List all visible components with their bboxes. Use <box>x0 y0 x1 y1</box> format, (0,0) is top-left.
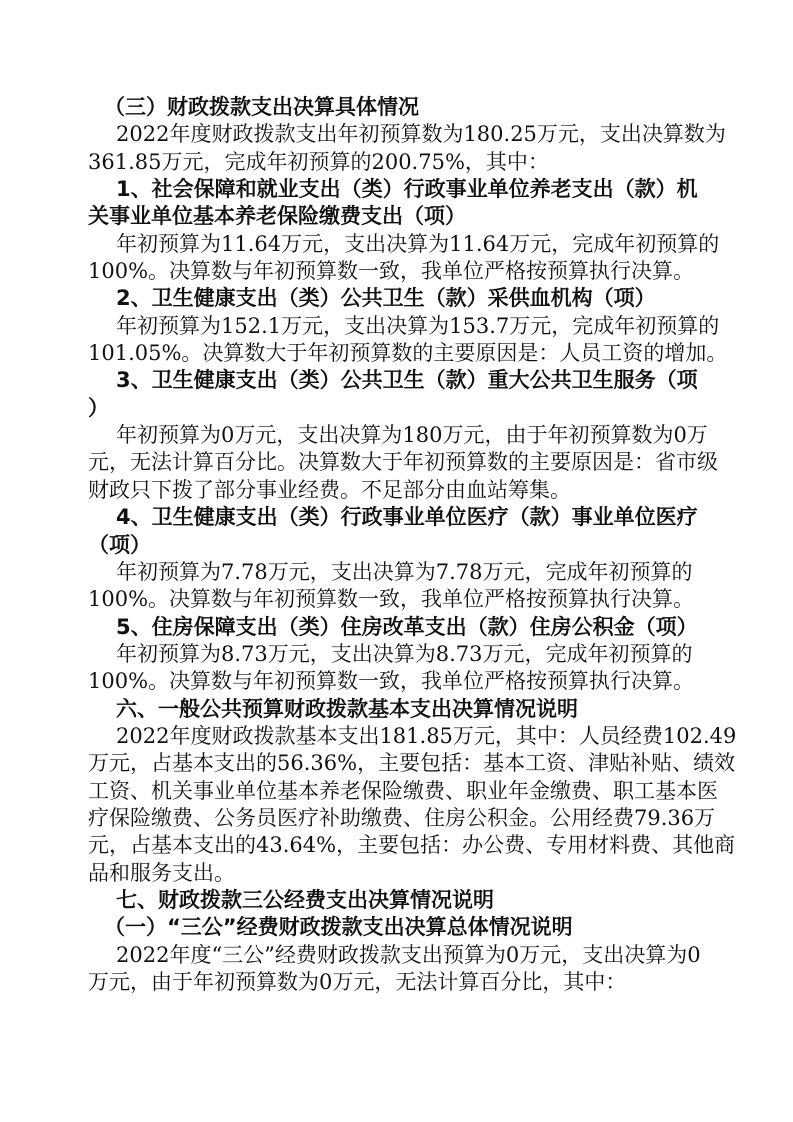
text-line: 101.05%。决算数大于年初预算数的主要原因是：人员工资的增加。 <box>88 341 728 366</box>
paragraph <box>88 231 718 286</box>
paragraph <box>88 942 718 997</box>
section-heading <box>88 887 718 914</box>
section-heading <box>88 914 718 941</box>
text-line: 关事业单位基本养老保险缴费支出（项） <box>88 204 466 229</box>
text-line: 100%。决算数与年初预算数一致，我单位严格按预算执行决算。 <box>88 669 695 694</box>
text-line: 3、卫生健康支出（类）公共卫生（款）重大公共卫生服务（项 <box>116 368 698 393</box>
paragraph <box>88 559 718 614</box>
text-line: 工资、机关事业单位基本养老保险缴费、职业年金缴费、职工基本医 <box>88 778 718 803</box>
text-line: 年初预算为0万元，支出决算为180万元，由于年初预算数为0万 <box>116 423 708 448</box>
text-line: 100%。决算数与年初预算数一致，我单位严格按预算执行决算。 <box>88 259 695 284</box>
section-heading <box>88 176 718 231</box>
paragraph <box>88 723 737 887</box>
paragraph <box>88 121 726 176</box>
text-line: （项） <box>88 532 151 557</box>
section-heading <box>88 285 718 312</box>
text-line: 1、社会保障和就业支出（类）行政事业单位养老支出（款）机 <box>116 177 698 202</box>
text-line: 2022年度财政拨款支出年初预算数为180.25万元，支出决算数为 <box>116 122 726 147</box>
text-line: 2022年度“三公”经费财政拨款支出预算为0万元，支出决算为0 <box>116 942 701 967</box>
text-line: （一）“三公”经费财政拨款支出决算总体情况说明 <box>104 915 573 940</box>
section-heading <box>88 696 718 723</box>
text-line: 品和服务支出。 <box>88 860 235 885</box>
paragraph <box>88 641 718 696</box>
section-heading <box>88 367 718 422</box>
section-heading <box>88 504 718 559</box>
text-line: ） <box>88 395 109 420</box>
text-line: 年初预算为152.1万元，支出决算为153.7万元，完成年初预算的 <box>116 313 720 338</box>
text-line: 万元，占基本支出的56.36%，主要包括：基本工资、津贴补贴、绩效 <box>88 751 736 776</box>
text-line: 万元，由于年初预算数为0万元，无法计算百分比，其中： <box>88 970 627 994</box>
section-heading <box>88 614 718 641</box>
document-page <box>88 94 737 996</box>
text-line: 年初预算为7.78万元，支出决算为7.78万元，完成年初预算的 <box>116 559 693 584</box>
text-line: 2、卫生健康支出（类）公共卫生（款）采供血机构（项） <box>116 286 656 311</box>
text-line: 元，占基本支出的43.64%，主要包括：办公费、专用材料费、其他商 <box>88 833 736 858</box>
text-line: 财政只下拨了部分事业经费。不足部分由血站筹集。 <box>88 477 571 502</box>
text-line: 疗保险缴费、公务员医疗补助缴费、住房公积金。公用经费79.36万 <box>88 805 716 830</box>
text-line: 七、财政拨款三公经费支出决算情况说明 <box>116 887 494 912</box>
text-line: 2022年度财政拨款基本支出181.85万元，其中：人员经费102.49 <box>116 723 737 748</box>
text-line: 六、一般公共预算财政拨款基本支出决算情况说明 <box>116 696 578 721</box>
paragraph <box>88 313 728 368</box>
text-line: 元，无法计算百分比。决算数大于年初预算数的主要原因是：省市级 <box>88 450 718 475</box>
paragraph <box>88 422 718 504</box>
text-line: 年初预算为8.73万元，支出决算为8.73万元，完成年初预算的 <box>116 641 693 666</box>
text-line: 361.85万元，完成年初预算的200.75%，其中： <box>88 149 549 174</box>
text-line: 5、住房保障支出（类）住房改革支出（款）住房公积金（项） <box>116 614 698 639</box>
text-line: 4、卫生健康支出（类）行政事业单位医疗（款）事业单位医疗 <box>116 505 698 530</box>
text-line: （三）财政拨款支出决算具体情况 <box>104 95 419 119</box>
text-line: 年初预算为11.64万元，支出决算为11.64万元，完成年初预算的 <box>116 231 720 256</box>
text-line: 100%。决算数与年初预算数一致，我单位严格按预算执行决算。 <box>88 587 695 612</box>
section-heading <box>88 94 718 121</box>
